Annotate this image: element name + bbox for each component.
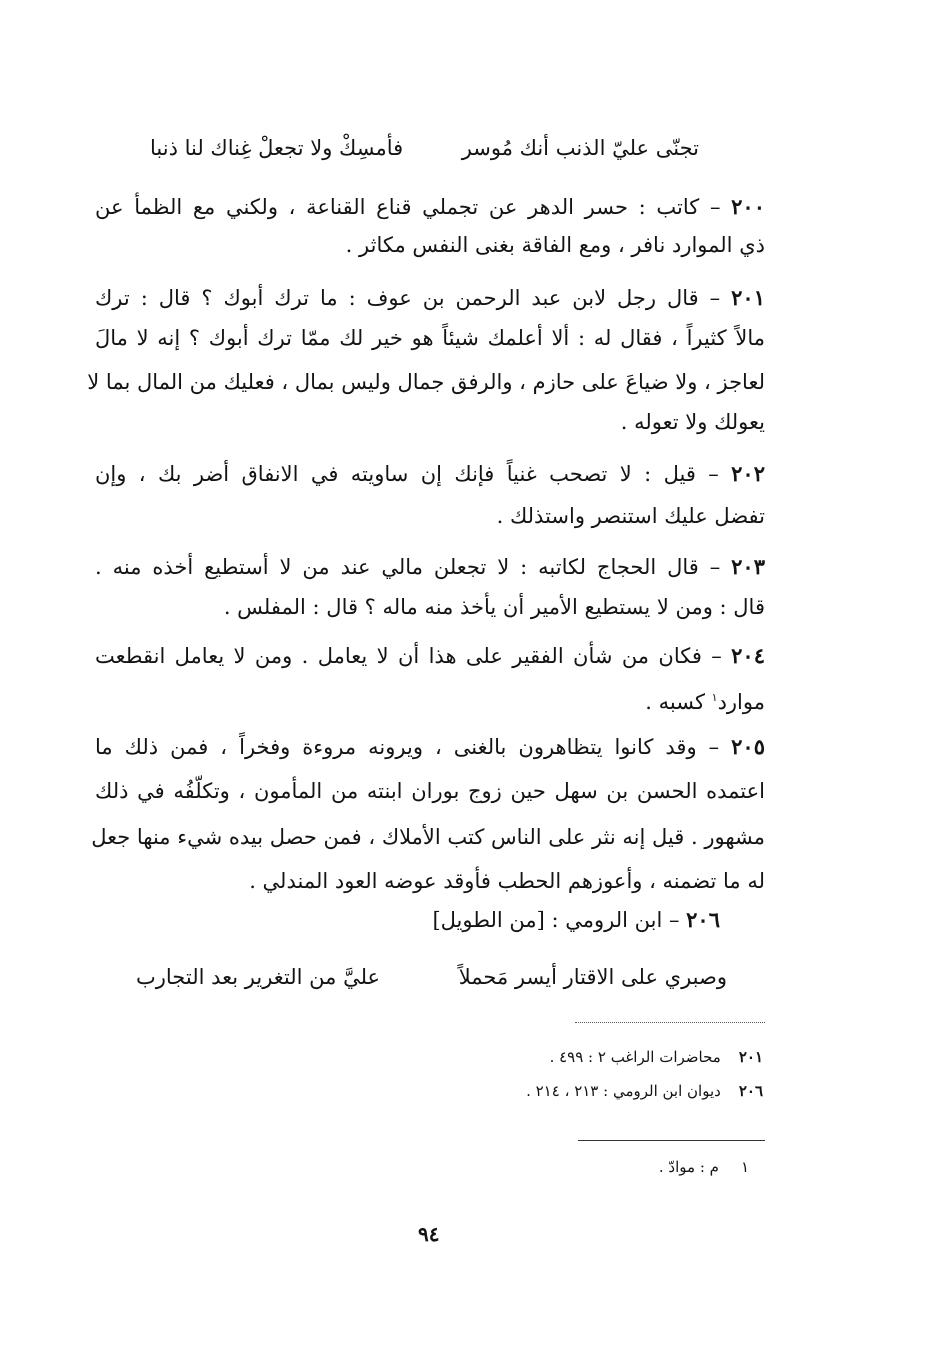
entry-line: قال : ومن لا يستطيع الأمير أن يأخذ منه ماله ؟ قال : المفلس . xyxy=(223,595,765,619)
entry-203 xyxy=(95,552,765,632)
footnote-separator xyxy=(578,1140,765,1141)
entry-number: ٢٠٠ xyxy=(731,194,765,219)
entry-line: ذي الموارد نافر ، ومع الفاقة بغنى النفس مكاثر . xyxy=(345,233,765,257)
entry-number: ٢٠٥ xyxy=(731,734,765,759)
closing-verse-hemistich-1: وصبري على الاقتار أيسر مَحملاً xyxy=(458,965,727,989)
closing-verse-hemistich-2: عليَّ من التغرير بعد التجارب xyxy=(136,965,381,989)
entry-205 xyxy=(91,732,765,902)
entry-line: ٢٠٢ – قيل : لا تصحب غنياً فإنك إن ساويته في الانفاق أضر بك ، وإن xyxy=(95,461,765,486)
entry-line: ٢٠٦ – ابن الرومي : [من الطويل] xyxy=(432,907,720,932)
source-note xyxy=(550,1046,763,1068)
entry-204 xyxy=(95,641,765,721)
entry-line: اعتمده الحسن بن سهل حين زوج بوران ابنته من المأمون ، وتكلّفُه في ذلك xyxy=(95,779,765,803)
entry-line: لعاجز ، ولا ضياعَ على حازم ، والرفق جمال وليس بمال ، فعليك من المال بما لا xyxy=(87,370,765,394)
entry-number: ٢٠٣ xyxy=(731,554,765,579)
entry-line: ٢٠١ – قال رجل لابن عبد الرحمن بن عوف : ما ترك أبوك ؟ قال : ترك xyxy=(95,285,765,310)
source-number: ٢٠٦ xyxy=(738,1082,763,1100)
entry-line: له ما تضمنه ، وأعوزهم الحطب فأوقد عوضه العود المندلي . xyxy=(249,869,765,893)
entry-number: ٢٠٦ xyxy=(686,907,720,932)
entry-201 xyxy=(87,283,765,443)
source-text: محاضرات الراغب ٢ : ٤٩٩ . xyxy=(549,1048,721,1066)
footnote xyxy=(659,1156,749,1178)
footnote-mark: ١ xyxy=(740,1158,749,1176)
entry-line: ٢٠٤ – فكان من شأن الفقير على هذا أن لا يعامل . ومن لا يعامل انقطعت xyxy=(95,643,765,668)
opening-verse-hemistich-1: تجنّى عليّ الذنب أنك مُوسر xyxy=(461,136,699,160)
source-text: ديوان ابن الرومي : ٢١٣ ، ٢١٤ . xyxy=(526,1082,721,1100)
entry-line: ٢٠٥ – وقد كانوا يتظاهرون بالغنى ، ويرونه مروءة وفخراً ، فمن ذلك ما xyxy=(95,734,765,759)
entry-number: ٢٠١ xyxy=(731,285,765,310)
opening-verse-hemistich-2: فأمسِكْ ولا تجعلْ غِناك لنا ذنبا xyxy=(150,136,404,160)
dotted-separator xyxy=(575,1022,765,1023)
source-note xyxy=(526,1080,763,1102)
entry-number: ٢٠٤ xyxy=(731,643,765,668)
entry-number: ٢٠٢ xyxy=(731,461,765,486)
entry-line: مشهور . قيل إنه نثر على الناس كتب الأملاك ، فمن حصل بيده شيء منها جعل xyxy=(91,825,765,849)
entry-206 xyxy=(95,905,765,945)
entry-202 xyxy=(95,459,765,539)
footnote-marker: ١ xyxy=(711,691,718,704)
page-number: ٩٤ xyxy=(418,1222,440,1246)
entry-line: ٢٠٠ – كاتب : حسر الدهر عن تجملي قناع القناعة ، ولكني مع الظمأ عن xyxy=(95,194,765,219)
footnote-text: م : موادّ . xyxy=(658,1158,719,1176)
entry-line: ٢٠٣ – قال الحجاج لكاتبه : لا تجعلن مالي عند من لا أستطيع أخذه منه . xyxy=(95,554,765,579)
source-number: ٢٠١ xyxy=(738,1048,763,1066)
entry-line: موارد$^١$ كسبه . xyxy=(645,690,765,714)
entry-line: مالاً كثيراً ، فقال له : ألا أعلمك شيئاً هو خير لك ممّا ترك أبوك ؟ إنه لا مالَ xyxy=(95,326,765,350)
entry-line: يعولك ولا تعوله . xyxy=(620,410,765,434)
entry-line: تفضل عليك استنصر واستذلك . xyxy=(496,504,765,528)
entry-200 xyxy=(95,192,765,272)
